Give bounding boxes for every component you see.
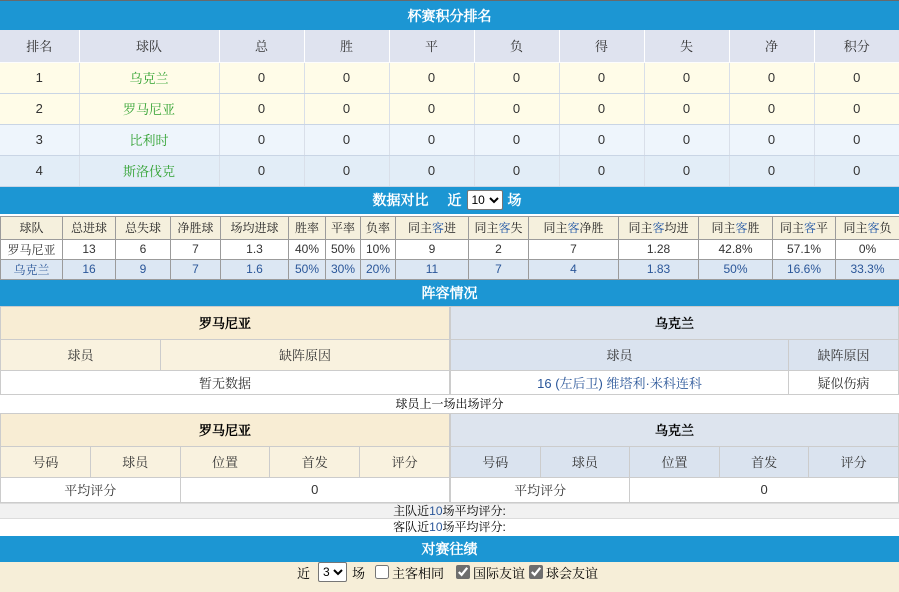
stat-cell: 0: [559, 155, 644, 186]
ratings-home-avg-value: 0: [180, 477, 449, 502]
comparison-column-header: 胜率: [289, 216, 326, 239]
stat-cell: 0: [814, 124, 899, 155]
stat-cell: 1.83: [619, 259, 699, 279]
comparison-near-label: 近: [447, 192, 462, 208]
stat-cell: 0: [304, 155, 389, 186]
ratings-away-table: [450, 413, 899, 503]
comparison-column-header: 球队: [1, 216, 63, 239]
stat-cell: 0: [729, 93, 814, 124]
comparison-column-header: 净胜球: [171, 216, 221, 239]
lineup-away-table: [450, 306, 899, 395]
stat-cell: 0: [474, 62, 559, 93]
stat-cell: 1.28: [619, 239, 699, 259]
stat-cell: 0: [559, 93, 644, 124]
standings-header-row: [0, 30, 899, 62]
standings-column-header: 得: [559, 30, 644, 62]
stat-cell: 0: [474, 155, 559, 186]
comparison-column-header: 总失球: [116, 216, 171, 239]
stat-cell: 9: [396, 239, 469, 259]
stat-cell: 50%: [326, 239, 361, 259]
stat-cell: 0: [814, 155, 899, 186]
stat-cell: 0: [644, 124, 729, 155]
stat-cell: 0: [474, 124, 559, 155]
ratings-home-table: [0, 413, 450, 503]
filter-label: 球会友谊: [546, 565, 599, 581]
ratings-home-avg-label: 平均评分: [1, 477, 181, 502]
comparison-column-header: 同主客均进: [619, 216, 699, 239]
rank-cell: 2: [0, 93, 79, 124]
comparison-row: [1, 259, 899, 279]
stat-cell: 0: [644, 93, 729, 124]
lineup-section-header: [0, 280, 899, 306]
lineup-away-player-cell: [451, 370, 789, 394]
filter-option: [375, 563, 444, 582]
stat-cell: 11: [396, 259, 469, 279]
stat-cell: 0: [729, 155, 814, 186]
stat-cell: 0: [474, 93, 559, 124]
stat-cell: 0: [304, 93, 389, 124]
team-name-link[interactable]: 比利时: [129, 133, 169, 148]
standings-column-header: 负: [474, 30, 559, 62]
stat-cell: 20%: [361, 259, 396, 279]
stat-cell: 13: [63, 239, 116, 259]
standings-section-header: [0, 1, 899, 30]
filter-label: 国际友谊: [473, 565, 526, 581]
away-avg-rating-line: 客队近10场平均评分:: [393, 519, 506, 534]
stat-cell: 0%: [836, 239, 899, 259]
rank-cell: 4: [0, 155, 79, 186]
team-cell: [79, 155, 219, 186]
filter-label: 主客相同: [391, 565, 444, 581]
filter-checkbox[interactable]: [375, 565, 389, 579]
home-avg-rating-line: 主队近10场平均评分:: [0, 503, 899, 519]
stat-cell: 10%: [361, 239, 396, 259]
comparison-column-header: 场均进球: [221, 216, 289, 239]
filter-checkbox[interactable]: [529, 565, 543, 579]
stat-cell: 7: [171, 239, 221, 259]
standings-column-header: 积分: [814, 30, 899, 62]
stat-cell: 0: [304, 62, 389, 93]
lineup-home-player-column: 球员: [1, 339, 161, 370]
ratings-position-column: 位置: [630, 446, 720, 477]
lineup-title: 阵容情况: [421, 284, 478, 301]
stat-cell: 0: [389, 93, 474, 124]
stat-cell: 33.3%: [836, 259, 899, 279]
standings-title: 杯赛积分排名: [407, 7, 492, 24]
standings-table: [0, 30, 899, 187]
ratings-number-column: 号码: [1, 446, 91, 477]
ratings-score-column: 评分: [360, 446, 450, 477]
comparison-row: [1, 239, 899, 259]
stat-cell: 7: [529, 239, 619, 259]
stat-cell: 0: [644, 62, 729, 93]
lineup-home-reason-column: 缺阵原因: [161, 339, 450, 370]
ratings-player-column: 球员: [540, 446, 630, 477]
standings-column-header: 胜: [304, 30, 389, 62]
home-avg-count: 10: [429, 503, 443, 518]
stat-cell: 0: [729, 124, 814, 155]
ratings-away-avg-value: 0: [630, 477, 899, 502]
stat-cell: 57.1%: [773, 239, 836, 259]
stat-cell: 0: [389, 155, 474, 186]
stat-cell: 0: [559, 124, 644, 155]
h2h-matches-label: 场: [351, 565, 365, 581]
ratings-number-column: 号码: [451, 446, 541, 477]
stat-cell: 9: [116, 259, 171, 279]
standings-column-header: 总: [219, 30, 304, 62]
ratings-score-column: 评分: [809, 446, 899, 477]
comparison-column-header: 总进球: [63, 216, 116, 239]
comparison-column-header: 同主客净胜: [529, 216, 619, 239]
stat-cell: 0: [814, 93, 899, 124]
ratings-home-team-title: 罗马尼亚: [1, 413, 450, 446]
comparison-section-header: [0, 187, 899, 214]
standings-column-header: 净: [729, 30, 814, 62]
comparison-matches-select[interactable]: [467, 190, 503, 210]
lineup-home-team-title: 罗马尼亚: [1, 306, 450, 339]
player-name-link[interactable]: 16 (左后卫) 维塔利·米科连科: [537, 375, 702, 391]
lineup-home-empty-cell: 暂无数据: [1, 370, 450, 394]
standings-row: [0, 155, 899, 186]
filter-option: [529, 563, 598, 582]
team-cell: 罗马尼亚: [1, 239, 63, 259]
standings-column-header: 失: [644, 30, 729, 62]
comparison-column-header: 同主客进: [396, 216, 469, 239]
lineup-split: [0, 306, 899, 395]
stat-cell: 16.6%: [773, 259, 836, 279]
stat-cell: 0: [814, 62, 899, 93]
stat-cell: 0: [559, 62, 644, 93]
stat-cell: 40%: [289, 239, 326, 259]
stat-cell: 50%: [699, 259, 773, 279]
comparison-column-header: 负率: [361, 216, 396, 239]
away-avg-count: 10: [429, 519, 443, 534]
h2h-title: 对赛往绩: [421, 540, 478, 557]
stat-cell: 50%: [289, 259, 326, 279]
team-cell: [79, 124, 219, 155]
stat-cell: 7: [171, 259, 221, 279]
comparison-column-header: 同主客负: [836, 216, 899, 239]
ratings-away-team-title: 乌克兰: [451, 413, 899, 446]
ratings-note: 球员上一场出场评分: [395, 396, 504, 411]
ratings-split: [0, 413, 899, 503]
stat-cell: 1.3: [221, 239, 289, 259]
filter-checkbox[interactable]: [456, 565, 470, 579]
team-name-link[interactable]: 乌克兰: [129, 71, 169, 86]
stat-cell: 0: [219, 155, 304, 186]
lineup-away-player-column: 球员: [451, 339, 789, 370]
team-name-link[interactable]: 罗马尼亚: [122, 102, 175, 117]
lineup-away-reason-column: 缺阵原因: [788, 339, 898, 370]
comparison-table: [0, 216, 899, 280]
comparison-header-row: [1, 216, 899, 239]
stat-cell: 0: [219, 93, 304, 124]
standings-column-header: 平: [389, 30, 474, 62]
rank-cell: 3: [0, 124, 79, 155]
stat-cell: 0: [219, 62, 304, 93]
lineup-away-reason-cell: 疑似伤病: [788, 370, 898, 394]
comparison-column-header: 同主客失: [469, 216, 529, 239]
stat-cell: 2: [469, 239, 529, 259]
stat-cell: 0: [219, 124, 304, 155]
stat-cell: 0: [304, 124, 389, 155]
comparison-column-header: 同主客平: [773, 216, 836, 239]
team-cell: [79, 62, 219, 93]
stat-cell: 0: [389, 124, 474, 155]
h2h-near-label: 近: [296, 565, 310, 581]
stat-cell: 16: [63, 259, 116, 279]
ratings-position-column: 位置: [180, 446, 270, 477]
team-cell: [79, 93, 219, 124]
stat-cell: 0: [644, 155, 729, 186]
ratings-player-column: 球员: [90, 446, 180, 477]
stat-cell: 30%: [326, 259, 361, 279]
stat-cell: 7: [469, 259, 529, 279]
lineup-home-table: [0, 306, 450, 395]
stat-cell: 42.8%: [699, 239, 773, 259]
stat-cell: 6: [116, 239, 171, 259]
stat-cell: 1.6: [221, 259, 289, 279]
standings-row: [0, 93, 899, 124]
stat-cell: 0: [389, 62, 474, 93]
standings-column-header: 排名: [0, 30, 79, 62]
comparison-title: 数据对比: [372, 192, 429, 208]
standings-row: [0, 62, 899, 93]
h2h-filter-bar: [0, 562, 899, 592]
comparison-matches-label: 场: [507, 192, 522, 208]
comparison-column-header: 平率: [326, 216, 361, 239]
team-name-link[interactable]: 斯洛伐克: [122, 164, 175, 179]
standings-row: [0, 124, 899, 155]
ratings-away-avg-label: 平均评分: [451, 477, 630, 502]
filter-option: [456, 563, 525, 582]
ratings-starter-column: 首发: [270, 446, 360, 477]
stat-cell: 4: [529, 259, 619, 279]
ratings-starter-column: 首发: [719, 446, 809, 477]
stat-cell: 0: [729, 62, 814, 93]
standings-column-header: 球队: [79, 30, 219, 62]
h2h-matches-select[interactable]: [318, 562, 347, 582]
lineup-away-team-title: 乌克兰: [451, 306, 899, 339]
team-cell: 乌克兰: [1, 259, 63, 279]
comparison-column-header: 同主客胜: [699, 216, 773, 239]
h2h-section-header: [0, 536, 899, 562]
rank-cell: 1: [0, 62, 79, 93]
